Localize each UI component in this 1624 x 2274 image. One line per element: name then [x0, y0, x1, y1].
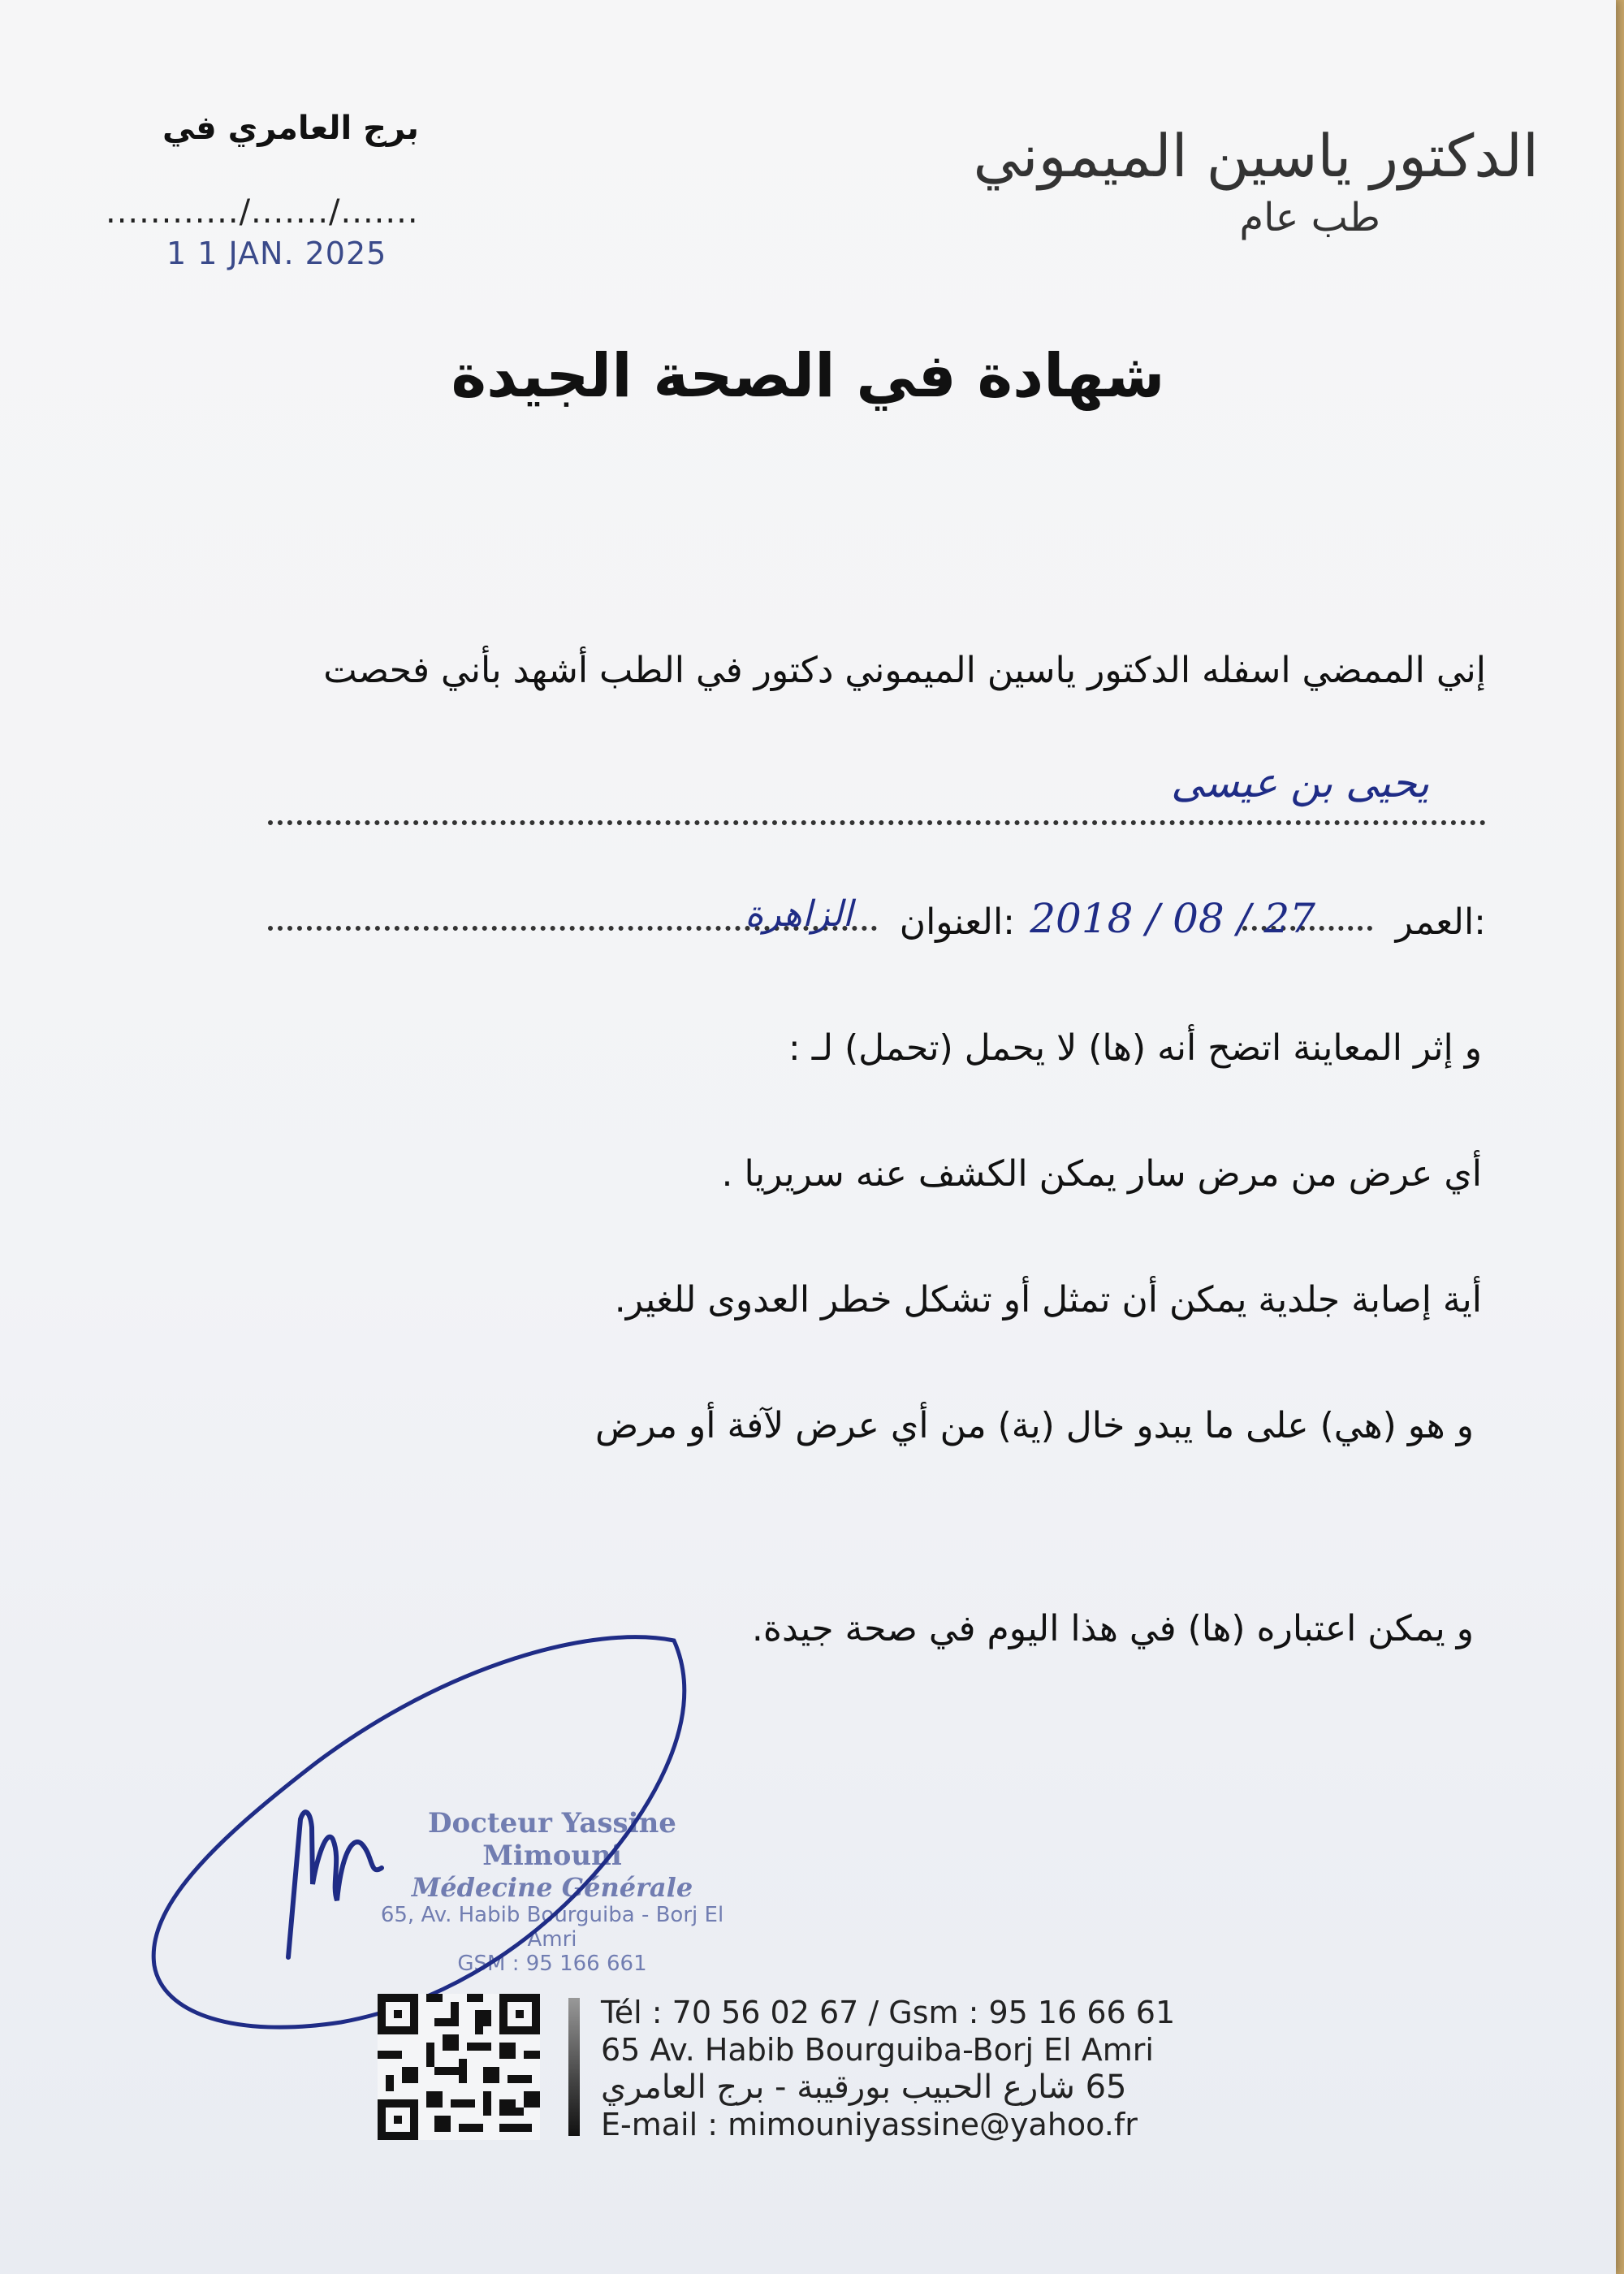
doctor-specialty: طب عام	[1239, 195, 1380, 240]
date-stamp: 1 1 JAN. 2025	[166, 236, 387, 271]
statement-item-1: أي عرض من مرض سار يمكن الكشف عنه سريريا .	[721, 1153, 1482, 1195]
date-placeholder: ............/......./.......	[106, 193, 419, 231]
intro-line: إني الممضي اسفله الدكتور ياسين الميموني دكتور في الطب أشهد بأني فحصت	[323, 650, 1486, 691]
address-value-handwritten: الزاهرة	[745, 893, 853, 935]
stamp-gsm: GSM : 95 166 661	[457, 1952, 647, 1976]
footer-email: E-mail : mimouniyassine@yahoo.fr	[601, 2107, 1138, 2142]
stamp-specialty: Médecine Générale	[411, 1872, 693, 1903]
document-title: شهادة في الصحة الجيدة	[451, 341, 1165, 411]
age-value-handwritten: 2018 / 08 / 27	[1030, 895, 1315, 942]
stamp-name: Docteur Yassine Mimouni	[428, 1807, 676, 1872]
footer-address-fr: 65 Av. Habib Bourguiba-Borj El Amri	[601, 2032, 1154, 2068]
address-label: العنوان:	[899, 901, 1015, 943]
statement-item-2: أية إصابة جلدية يمكن أن تمثل أو تشكل خطر العدوى للغير.	[614, 1279, 1482, 1321]
age-label: العمر:	[1395, 901, 1486, 943]
doctor-name: الدكتور ياسين الميموني	[973, 122, 1539, 190]
stamp-address: 65, Av. Habib Bourguiba - Borj El Amri	[380, 1903, 724, 1952]
statement-item-3: و هو (هي) على ما يبدو خال (ية) من أي عرض لآفة أو مرض	[595, 1405, 1474, 1446]
footer-contact	[601, 1994, 1175, 2143]
place-label: برج العامري في	[162, 110, 419, 147]
footer-divider	[568, 1998, 580, 2136]
statement-intro: و إثر المعاينة اتضح أنه (ها) لا يحمل (تحمل) لـ :	[788, 1027, 1482, 1069]
age-address-line	[268, 893, 1486, 950]
conclusion-line: و يمكن اعتباره (ها) في هذا اليوم في صحة جيدة.	[751, 1608, 1474, 1649]
footer-phone: Tél : 70 56 02 67 / Gsm : 95 16 66 61	[601, 1995, 1176, 2030]
patient-name-handwritten: يحيى بن عيسى	[1171, 759, 1429, 806]
footer-address-ar: 65 شارع الحبيب بورقيبة - برج العامري	[601, 2069, 1127, 2106]
qr-code	[378, 1994, 540, 2140]
